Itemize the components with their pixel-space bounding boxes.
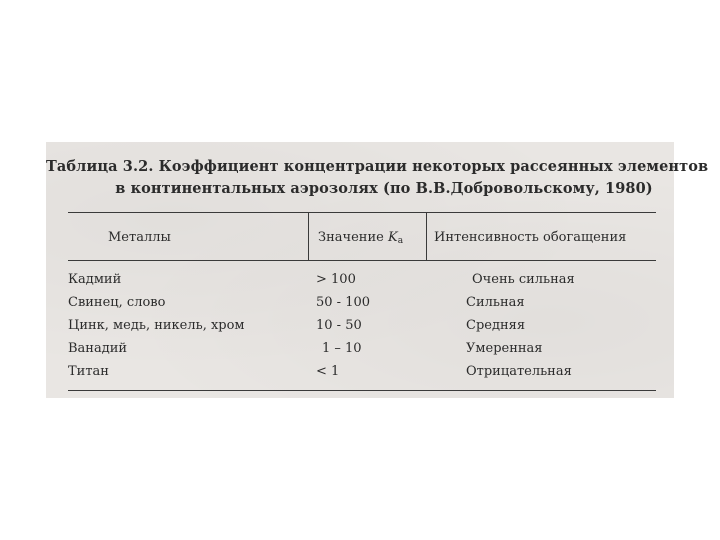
caption-line-2: в континентальных аэрозолях (по В.В.Добровольскому, 1980) — [115, 180, 653, 197]
scanned-table-image — [46, 142, 709, 398]
header-divider-2 — [426, 213, 427, 260]
header-divider-1 — [308, 213, 309, 260]
cell-intensity: Сильная — [466, 295, 525, 310]
cell-intensity: Средняя — [466, 318, 526, 333]
header-value — [318, 230, 403, 246]
table-caption — [46, 156, 709, 200]
header-intensity: Интенсивность обогащения — [434, 230, 627, 245]
table-bottom-rule — [68, 390, 656, 391]
cell-metal: Кадмий — [68, 272, 122, 287]
cell-metal: Цинк, медь, никель, хром — [68, 318, 245, 333]
table-top-rule — [68, 212, 656, 213]
cell-value: 10 - 50 — [316, 318, 362, 333]
cell-metal: Ванадий — [68, 341, 128, 356]
cell-intensity: Очень сильная — [472, 272, 575, 287]
caption-line-1: Таблица 3.2. Коэффициент концентрации некоторых рассеянных элементов — [46, 158, 709, 175]
cell-metal: Титан — [68, 364, 109, 379]
header-metals: Металлы — [108, 230, 171, 245]
table-header-rule — [68, 260, 656, 261]
cell-intensity: Умеренная — [466, 341, 543, 356]
header-value-symbol: K — [387, 230, 398, 245]
cell-metal: Свинец, слово — [68, 295, 166, 310]
cell-value: < 1 — [316, 364, 340, 379]
cell-value: 1 – 10 — [322, 341, 362, 356]
header-value-subscript: а — [397, 236, 404, 246]
cell-intensity: Отрицательная — [466, 364, 572, 379]
header-value-prefix: Значение — [318, 230, 388, 245]
cell-value: 50 - 100 — [316, 295, 371, 310]
cell-value: > 100 — [316, 272, 356, 287]
